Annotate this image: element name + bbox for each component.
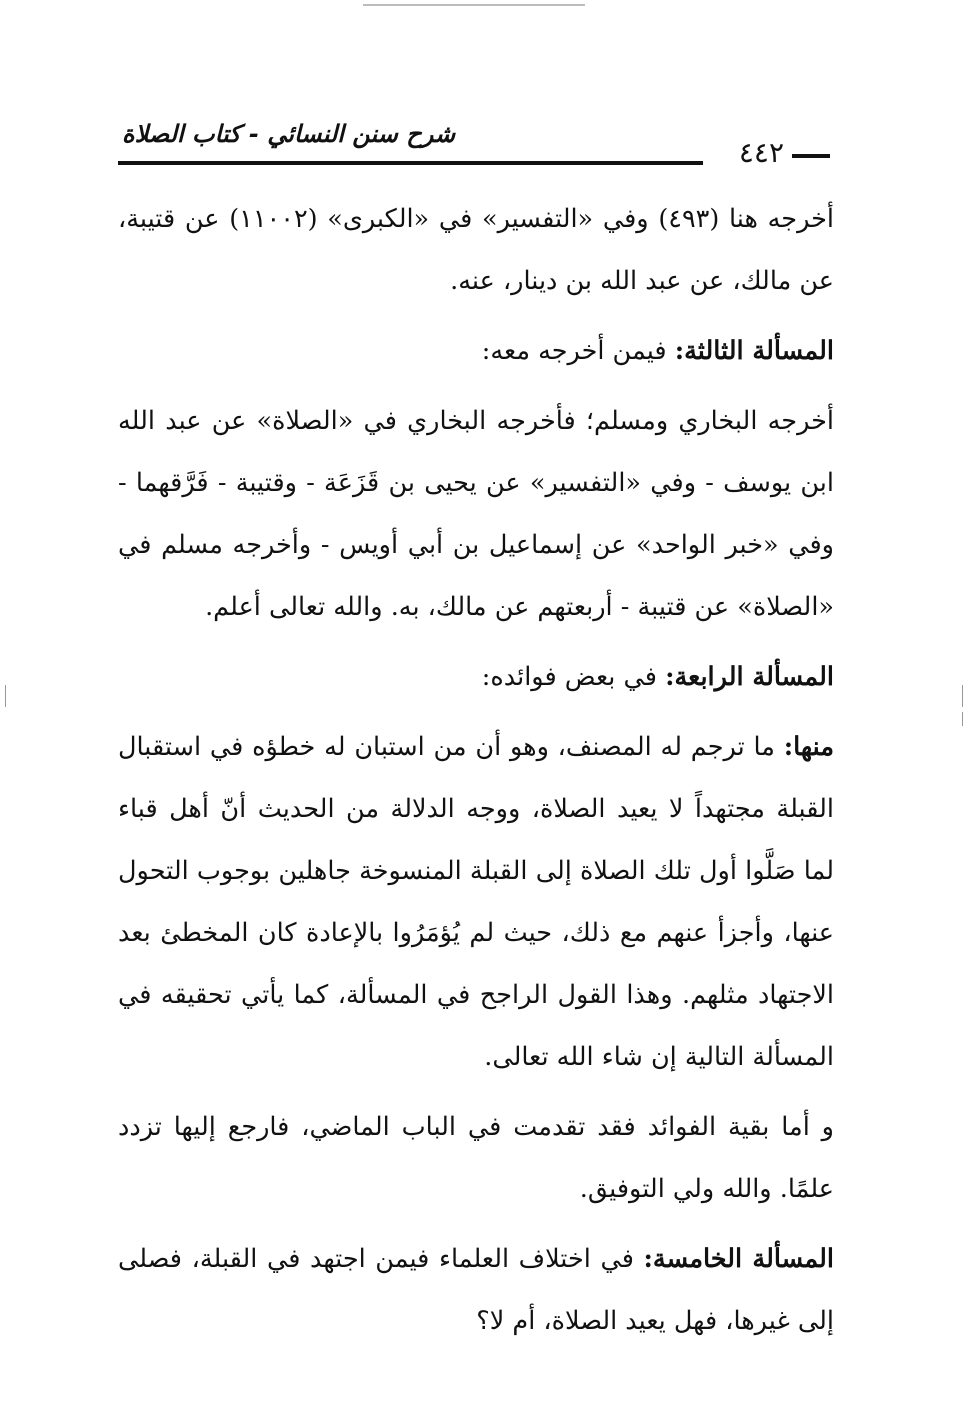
heading-fourth-issue	[118, 646, 834, 708]
heading-text: في بعض فوائده:	[481, 662, 666, 692]
left-margin-mark	[5, 685, 6, 707]
page-body	[118, 188, 834, 1352]
paragraph-text: أخرجه هنا (٤٩٣) وفي «التفسير» في «الكبرى» (١١٠٠٢) عن قتيبة، عن مالك، عن عبد الله بن دينار، عنه.	[118, 204, 834, 296]
paragraph-narrators	[118, 390, 834, 638]
page-header	[118, 118, 830, 168]
heading-text: فيمن أخرجه معه:	[481, 336, 675, 366]
header-rule	[118, 161, 703, 165]
paragraph-benefits	[118, 716, 834, 1088]
heading-text: في اختلاف العلماء فيمن اجتهد في القبلة، فصلى إلى غيرها، فهل يعيد الصلاة، أم لا؟	[118, 1244, 834, 1336]
paragraph-lead: منها:	[783, 732, 834, 762]
paragraph-remaining-benefits	[118, 1096, 834, 1220]
heading-label: المسألة الثالثة:	[674, 336, 834, 366]
heading-fifth-issue	[118, 1228, 834, 1352]
right-margin-mark	[962, 685, 963, 707]
right-margin-mark-lower	[962, 712, 963, 726]
page-number-dash	[792, 154, 830, 158]
top-scan-rule	[363, 4, 585, 6]
paragraph-text: أخرجه البخاري ومسلم؛ فأخرجه البخاري في «الصلاة» عن عبد الله ابن يوسف - وفي «التفسير» عن يحيى بن قَزَعَة - وقتيبة - فَرَّقهما - وفي «خبر الواحد» عن إسماعيل بن أبي أويس - وأخرجه مسلم في «الصلاة» عن قتيبة - أربعتهم عن مالك، به. والله تعالى أعلم.	[118, 406, 834, 622]
paragraph-source	[118, 188, 834, 312]
page-number: ٤٤٢	[738, 136, 784, 169]
running-title: شرح سنن النسائي - كتاب الصلاة	[122, 120, 456, 148]
paragraph-text: ما ترجم له المصنف، وهو أن من استبان له خطؤه في استقبال القبلة مجتهداً لا يعيد الصلاة، ووجه الدلالة من الحديث أنّ أهل قباء لما صَلَّوا أول تلك الصلاة إلى القبلة المنسوخة جاهلين بوجوب التحول عنها، وأجزأ عنهم مع ذلك، حيث لم يُؤمَرُوا بالإعادة كان المخطئ بعد الاجتهاد مثلهم. وهذا القول الراجح في المسألة، كما يأتي تحقيقه في المسألة التالية إن شاء الله تعالى.	[118, 732, 834, 1072]
heading-label: المسألة الخامسة:	[643, 1244, 834, 1274]
heading-label: المسألة الرابعة:	[665, 662, 834, 692]
heading-third-issue	[118, 320, 834, 382]
paragraph-text: و أما بقية الفوائد فقد تقدمت في الباب الماضي، فارجع إليها تزدد علمًا. والله ولي التوفيق.	[118, 1112, 834, 1204]
